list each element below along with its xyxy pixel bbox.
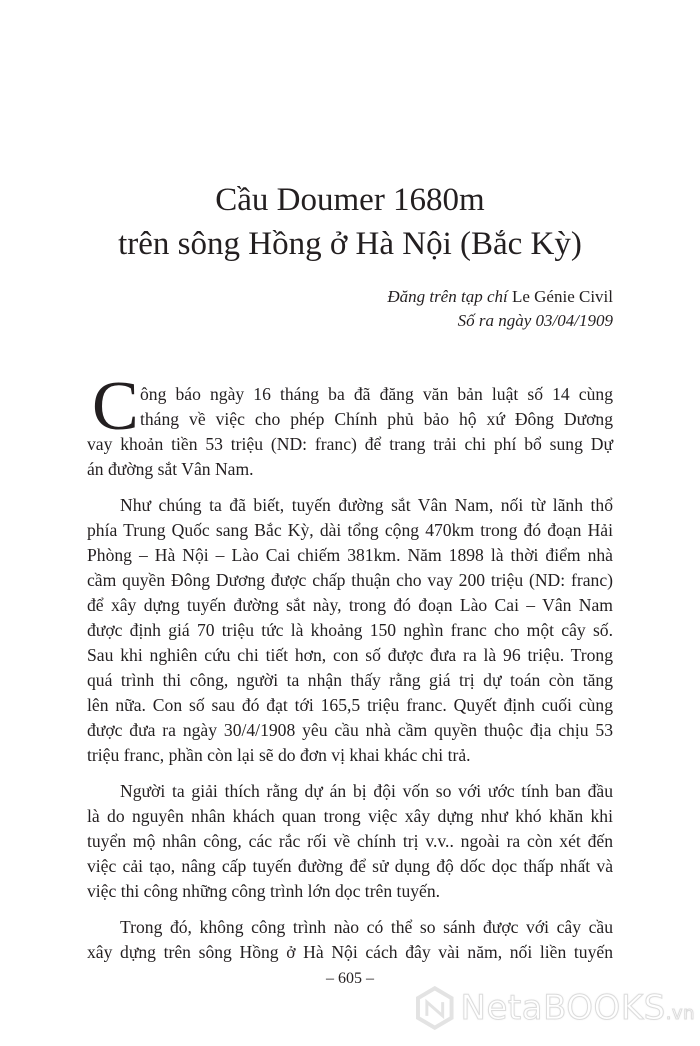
text-line: xây dựng trên sông Hồng ở Hà Nội cách đây vài năm, nối liền tuyến (87, 942, 613, 962)
watermark-brand (461, 988, 695, 1028)
text-line: vay khoản tiền 53 triệu (ND: franc) để trang trải chi phí bổ sung Dự (87, 434, 613, 454)
text-line: tháng về việc cho phép Chính phủ bảo hộ xứ Đông Dương (140, 409, 613, 429)
source-publication (387, 286, 613, 308)
chapter-title-line-1: Cầu Doumer 1680m (215, 182, 485, 218)
chapter-title-line-2: trên sông Hồng ở Hà Nội (Bắc Kỳ) (118, 226, 582, 262)
watermark-suffix: .vn (665, 1003, 695, 1024)
hexagon-logo-icon (415, 986, 455, 1030)
text-line: được định giá 70 triệu tức là khoảng 150 nghìn franc cho một cây số. (87, 620, 613, 640)
text-line: án đường sắt Vân Nam. (87, 459, 254, 479)
text-line: phía Trung Quốc sang Bắc Kỳ, dài tổng cộng 470km trong đó đoạn Hải (87, 520, 613, 540)
source-journal: Le Génie Civil (511, 287, 613, 306)
text-line: Phòng – Hà Nội – Lào Cai chiếm 381km. Năm 1898 là thời điểm nhà (87, 545, 613, 565)
text-line: Như chúng ta đã biết, tuyến đường sắt Vân Nam, nối từ lãnh thổ (120, 495, 613, 515)
text-line: Trong đó, không công trình nào có thể so sánh được với cây cầu (120, 917, 613, 937)
text-line: Người ta giải thích rằng dự án bị đội vốn so với ước tính ban đầu (120, 781, 613, 801)
text-line: quá trình thi công, người ta nhận thấy rằng giá trị dự toán còn tăng (87, 670, 613, 690)
page-number: – 605 – (326, 970, 374, 987)
source-issue-date: Số ra ngày 03/04/1909 (457, 311, 613, 330)
text-line: triệu franc, phần còn lại sẽ do đơn vị khai khác chi trả. (87, 745, 471, 765)
text-line: tuyển mộ nhân công, các rắc rối về chính trị v.v.. ngoài ra còn xét đến (87, 831, 613, 851)
text-line: là do nguyên nhân khách quan trong việc xây dựng như khó khăn khi (87, 806, 613, 826)
drop-cap: C (92, 368, 139, 445)
netabooks-watermark (415, 983, 695, 1033)
watermark-brand-neta: Neta (460, 988, 544, 1028)
text-line: việc cải tạo, nâng cấp tuyến đường để sử dụng độ dốc dọc thấp nhất và (87, 856, 613, 876)
watermark-brand-books: BOOKS (543, 988, 666, 1028)
text-line: để xây dựng tuyến đường sắt này, trong đó đoạn Lào Cai – Vân Nam (87, 595, 613, 615)
text-line: cầm quyền Đông Dương được chấp thuận cho vay 200 triệu (ND: franc) (87, 570, 613, 590)
text-line: được đưa ra ngày 30/4/1908 yêu cầu nhà cầm quyền thuộc địa chịu 53 (87, 720, 613, 740)
text-line: ông báo ngày 16 tháng ba đã đăng văn bản luật số 14 cùng (140, 384, 613, 404)
source-prefix: Đăng trên tạp chí (387, 287, 508, 306)
text-line: lên nữa. Con số sau đó đạt tới 165,5 triệu franc. Quyết định cuối cùng (87, 695, 613, 715)
text-line: việc thi công những công trình lớn dọc trên tuyến. (87, 881, 441, 901)
text-line: Sau khi nghiên cứu chi tiết hơn, con số được đưa ra là 96 triệu. Trong (87, 645, 613, 665)
